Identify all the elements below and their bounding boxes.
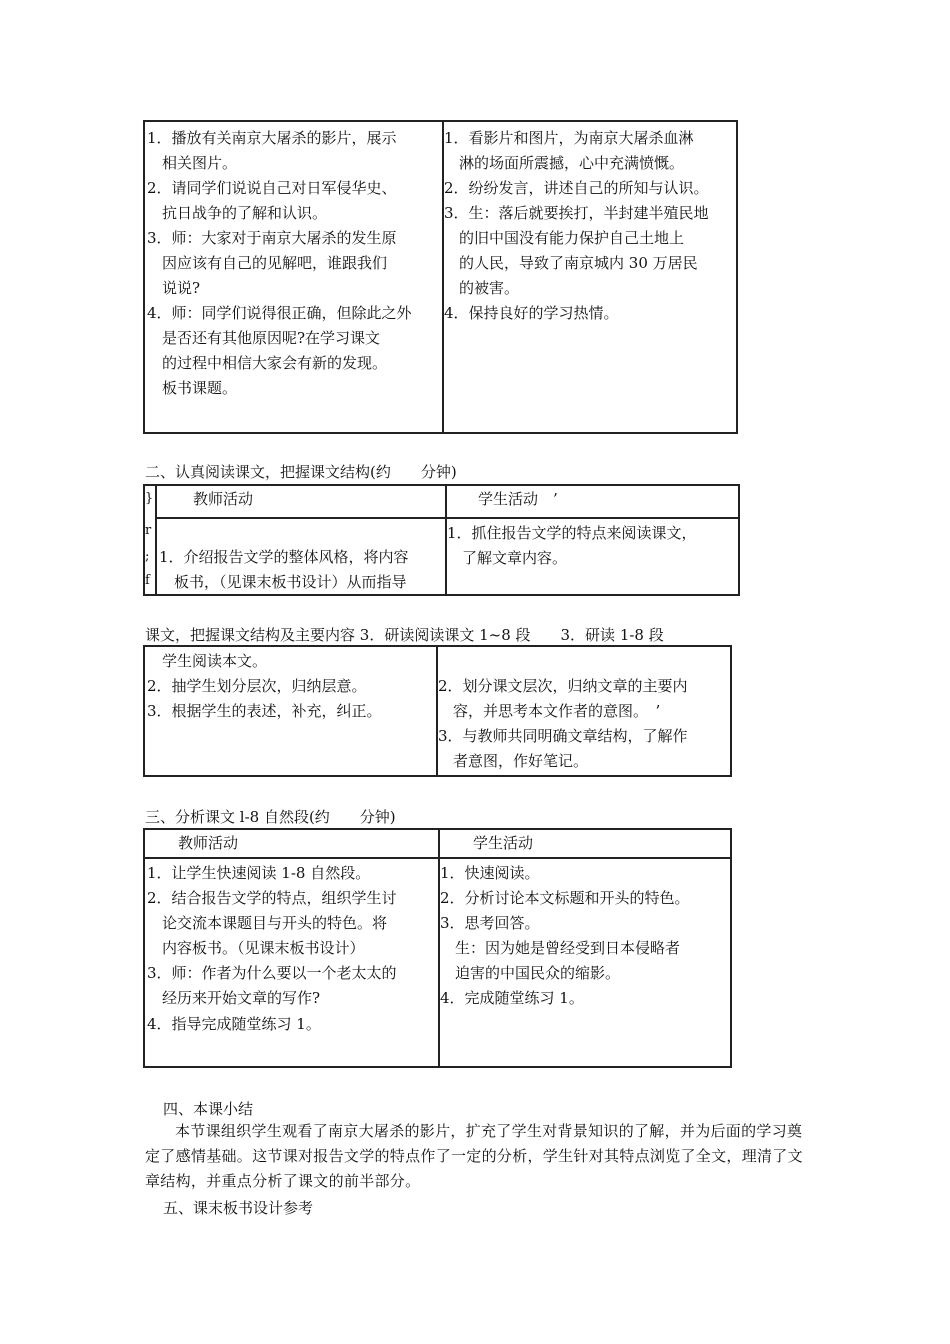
table-1-left-line: 说说? — [147, 279, 201, 297]
table-1-left-line: 抗日战争的了解和认识。 — [147, 204, 328, 222]
table-1-left-line: 1．播放有关南京大屠杀的影片，展示 — [147, 129, 397, 147]
table-4-left-line: 经历来开始文章的写作? — [147, 989, 321, 1007]
table-1-left-line: 4．师：同学们说得很正确，但除此之外 — [147, 304, 412, 322]
table-3-left-line: 学生阅读本文。 — [147, 652, 268, 670]
table-4-left-line: 3．师：作者为什么要以一个老太太的 — [147, 964, 397, 982]
table-1-right-line: 的被害。 — [444, 279, 520, 297]
table-2-right-line: 了解文章内容。 — [447, 549, 568, 567]
table-1-left-line: 因应该有自己的见解吧，谁跟我们 — [147, 254, 388, 272]
table-2-teacher-header: 教师活动 — [193, 490, 254, 508]
table-1-right-line: 的人民，导致了南京城内 30 万居民 — [444, 254, 698, 272]
table-4-left-line: 2．结合报告文学的特点，组织学生讨 — [147, 889, 397, 907]
table-4-left-line: 论交流本课题目与开头的特色。将 — [147, 914, 388, 932]
table-4-left-line: 1．让学生快速阅读 1-8 自然段。 — [147, 864, 371, 882]
table-3-right-line: 容，并思考本文作者的意图。 ’ — [438, 702, 661, 720]
section-2-heading: 二、认真阅读课文，把握课文结构(约 分钟) — [145, 463, 457, 481]
table-1-right-line: 3．生：落后就要挨打，半封建半殖民地 — [444, 204, 709, 222]
table-2-right-line: 1．抓住报告文学的特点来阅读课文， — [447, 524, 697, 542]
table-1-left-line: 是否还有其他原因呢?在学习课文 — [147, 329, 381, 347]
table-4-right-line: 1．快速阅读。 — [440, 864, 540, 882]
table-1-left-line: 板书课题。 — [147, 379, 238, 397]
table-3-right-line: 2．划分课文层次，归纳文章的主要内 — [438, 677, 688, 695]
section-2-continuation: 课文，把握课文结构及主要内容 3．研读阅读课文 1~8 段 3．研读 1-8 段 — [145, 626, 664, 644]
table-3-right-line: 者意图，作好笔记。 — [438, 752, 589, 770]
table-4-right-line: 4．完成随堂练习 1。 — [440, 989, 584, 1007]
table-1-right-line: 1．看影片和图片，为南京大屠杀血淋 — [444, 129, 694, 147]
table-4-teacher-header: 教师活动 — [178, 834, 239, 852]
table-3-left-line: 2．抽学生划分层次，归纳层意。 — [147, 677, 367, 695]
table-4-left-line: 内容板书。（见课末板书设计） — [147, 939, 365, 957]
summary-paragraph: 本节课组织学生观看了南京大屠杀的影片，扩充了学生对背景知识的了解，并为后面的学习奠定了感情基础。这节课对报告文学的特点作了一定的分析，学生针对其特点浏览了全文，理清了文章结构，并重点分析了课文的前半部分。 — [145, 1122, 803, 1190]
table-2-side-divider — [155, 484, 157, 596]
table-1-right-line: 淋的场面所震撼，心中充满愤慨。 — [444, 154, 685, 172]
table-2-header-rule — [155, 517, 740, 519]
section-5-heading: 五、课末板书设计参考 — [163, 1199, 314, 1217]
table-4-left-line: 4．指导完成随堂练习 1。 — [147, 1015, 321, 1033]
section-3-heading: 三、分析课文 l-8 自然段(约 分钟) — [145, 808, 396, 826]
table-1-left-line: 相关图片。 — [147, 154, 238, 172]
table-1-right-line: 的旧中国没有能力保护自己土地上 — [444, 229, 685, 247]
side-mark: r — [145, 523, 152, 538]
table-1-left-line: 2．请同学们说说自己对日军侵华史、 — [147, 179, 397, 197]
table-4-right-line: 2．分析讨论本文标题和开头的特色。 — [440, 889, 690, 907]
section-4-heading: 四、本课小结 — [163, 1100, 254, 1118]
table-2-left-line: 1．介绍报告文学的整体风格，将内容 — [159, 548, 409, 566]
table-1-right-line: 2．纷纷发言，讲述自己的所知与认识。 — [444, 179, 709, 197]
table-4-student-header: 学生活动 — [473, 834, 534, 852]
table-4-right-line: 生：因为她是曾经受到日本侵略者 — [440, 939, 681, 957]
table-1-right-line: 4．保持良好的学习热情。 — [444, 304, 619, 322]
table-4-right-line: 迫害的中国民众的缩影。 — [440, 964, 621, 982]
table-3-left-line: 3．根据学生的表述，补充，纠正。 — [147, 702, 382, 720]
table-3-right-line: 3．与教师共同明确文章结构，了解作 — [438, 727, 688, 745]
table-1-left-line: 的过程中相信大家会有新的发现。 — [147, 354, 388, 372]
side-mark: f — [145, 573, 150, 588]
table-4-right-line: 3．思考回答。 — [440, 914, 540, 932]
table-2-student-header: 学生活动 ’ — [478, 490, 558, 508]
table-2-left-line: 板书，（见课末板书设计）从而指导 — [159, 573, 407, 591]
side-mark: ; — [145, 549, 150, 564]
side-mark: } — [145, 491, 154, 506]
table-1-left-line: 3．师：大家对于南京大屠杀的发生原 — [147, 229, 397, 247]
